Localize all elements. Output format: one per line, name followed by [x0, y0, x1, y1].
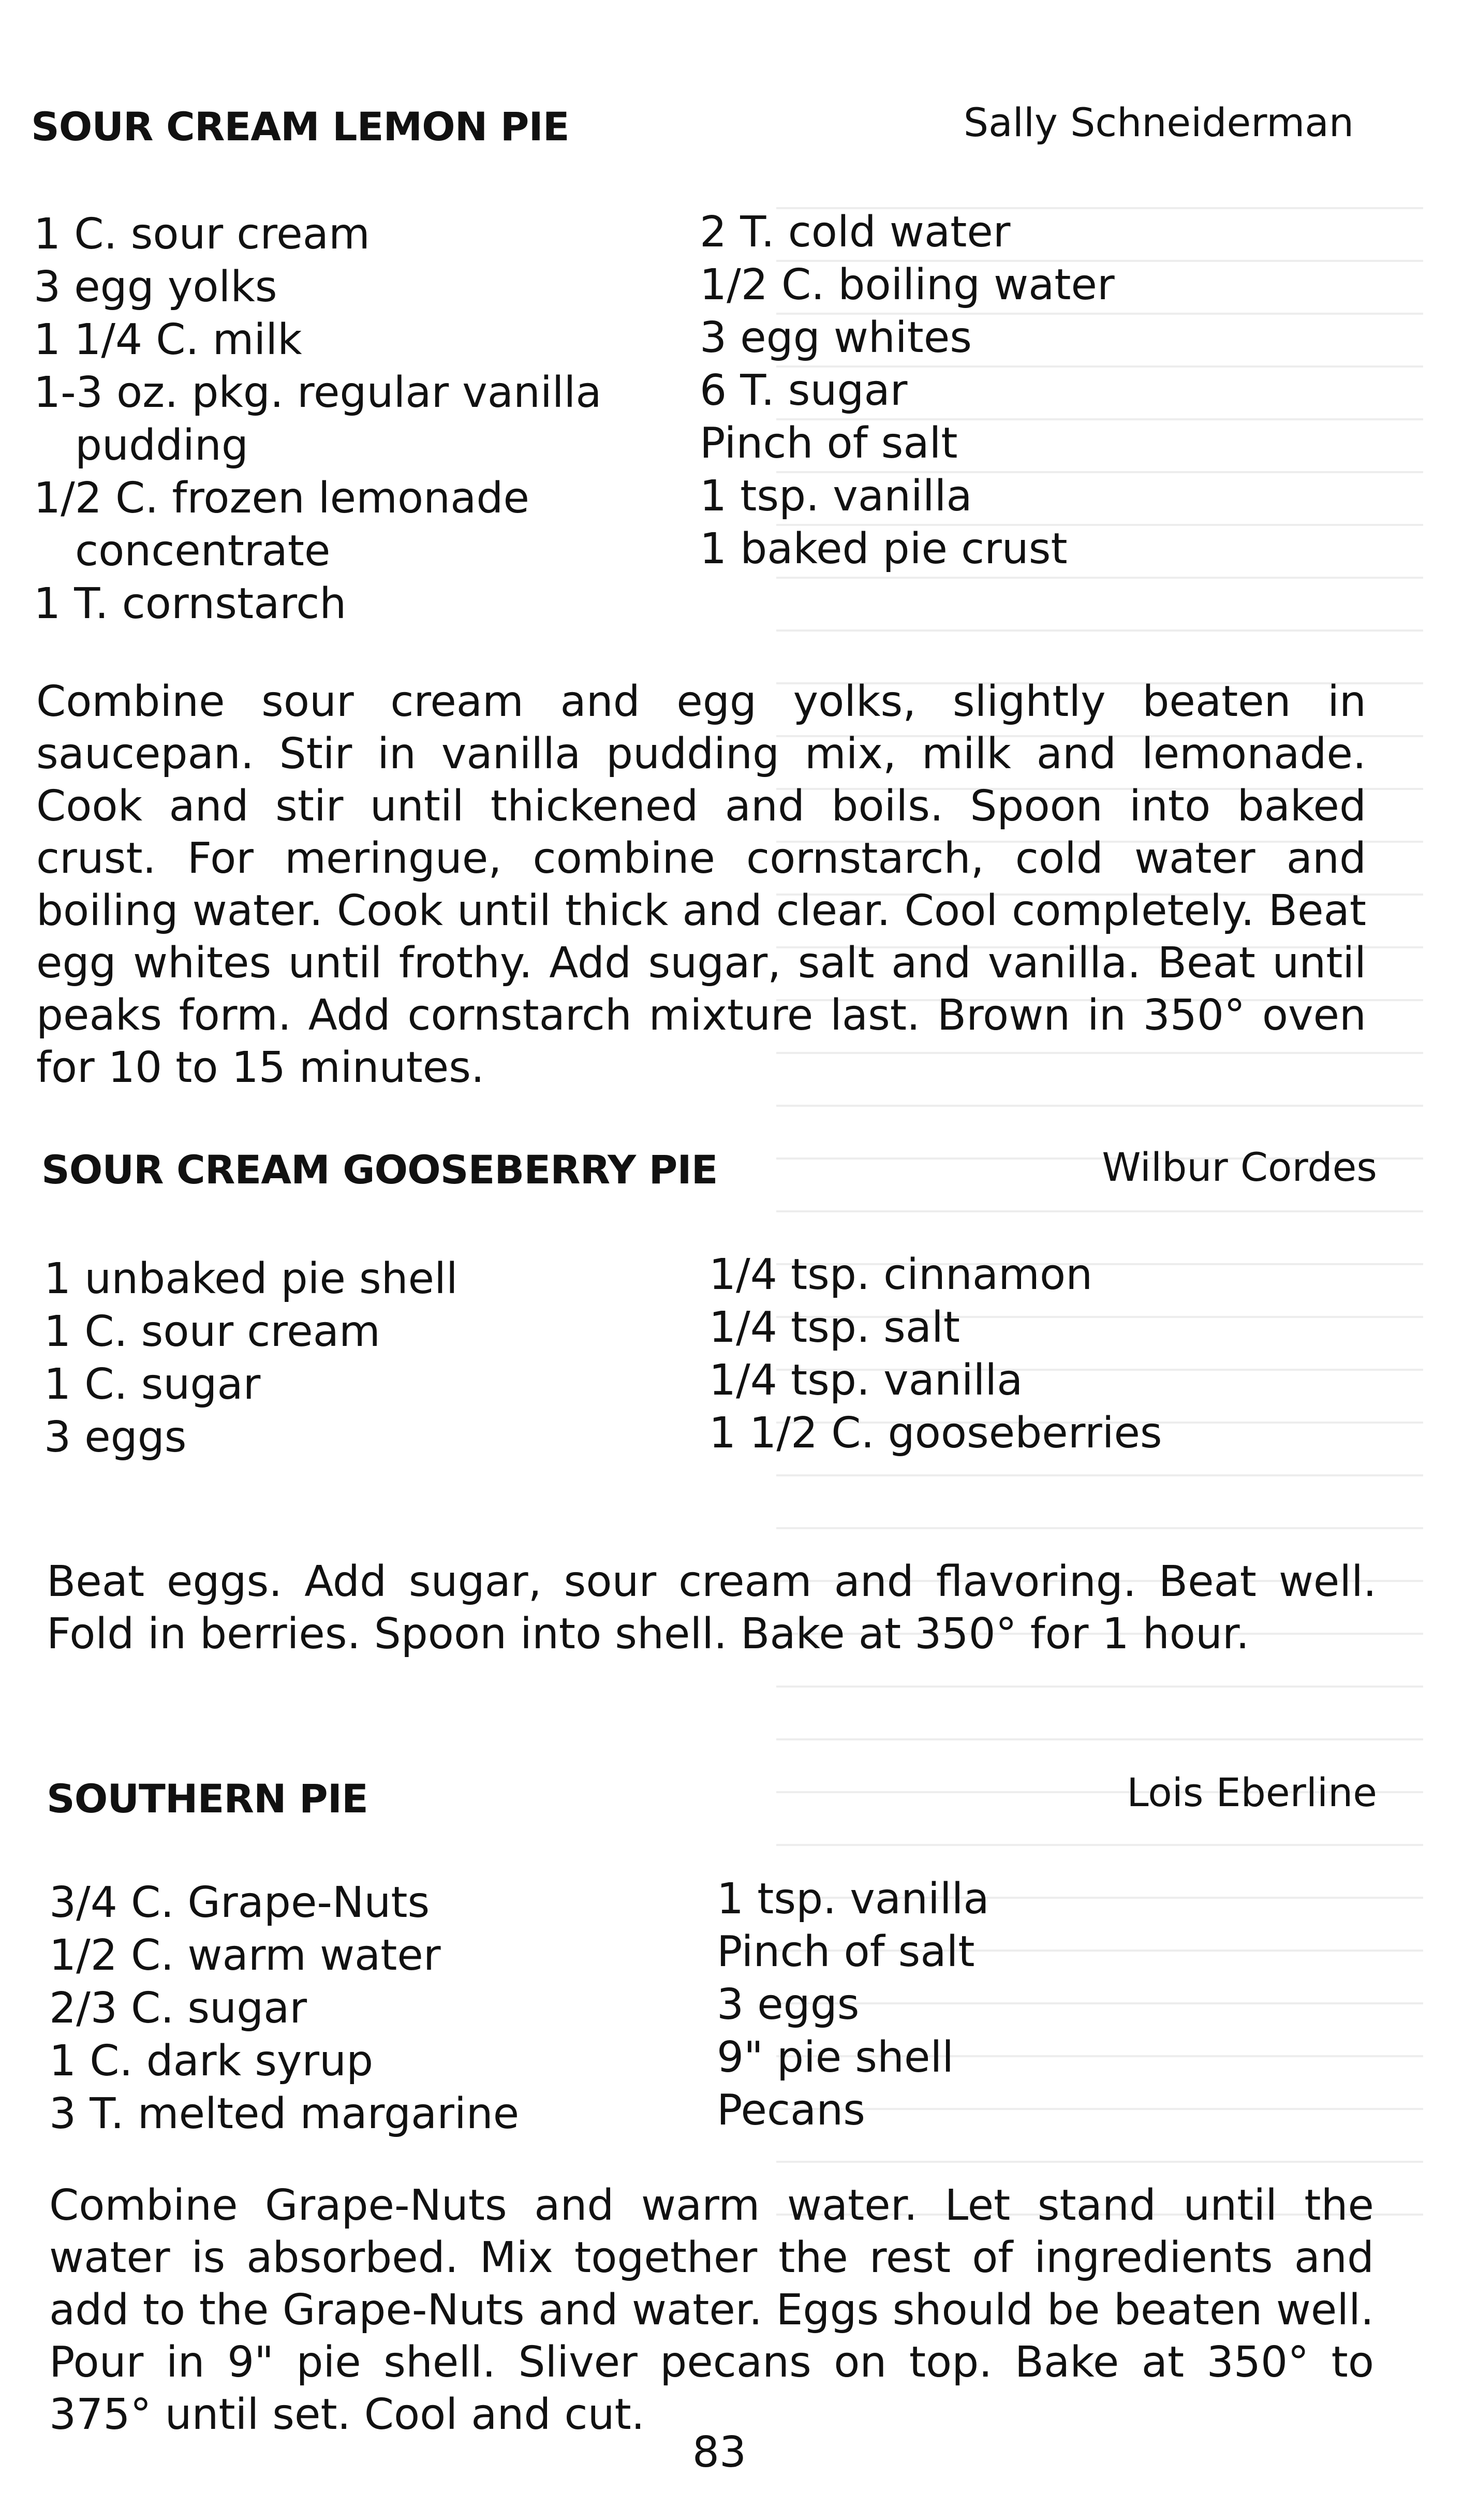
recipe-title: SOUTHERN PIE	[47, 1776, 368, 1822]
ingredient: Pinch of salt	[700, 419, 958, 468]
ingredients-left-column	[44, 1253, 691, 1464]
ingredient: 1/4 tsp. cinnamon	[709, 1250, 1093, 1299]
ingredient: 1 C. sour cream	[44, 1307, 380, 1356]
ingredient: 1 C. sugar	[44, 1360, 261, 1409]
ingredient: concentrate	[75, 526, 331, 576]
recipe-author: Lois Eberline	[1127, 1769, 1377, 1815]
ingredient: 3 T. melted margarine	[49, 2089, 520, 2138]
ingredient: pudding	[75, 421, 248, 470]
ingredient: 1 tsp. vanilla	[717, 1874, 989, 1924]
recipe-directions: Combine Grape-Nuts and warm water. Let stand until the water is absorbed. Mix together the rest of ingredients and add to the Grape-Nuts and water. Eggs should be beaten well. Pour in 9" pie shell. Sliver pecans on top. Bake at 350° to 375° until set. Cool and cut.	[49, 2181, 1374, 2439]
recipe-directions: Combine sour cream and egg yolks, slightly beaten in saucepan. Stir in vanilla pudding mix, milk and lemonade. Cook and stir until thickened and boils. Spoon into baked crust. For meringue, combine cornstarch, cold water and boiling water. Cook until thick and clear. Cool completely. Beat egg whites until frothy. Add sugar, salt and vanilla. Beat until peaks form. Add cornstarch mixture last. Brown in 350° oven for 10 to 15 minutes.	[36, 677, 1366, 1092]
ingredient: 2/3 C. sugar	[49, 1984, 307, 2033]
ingredients-left-column	[34, 208, 681, 631]
ingredient: 3 egg whites	[700, 313, 972, 362]
ingredients-right-column	[700, 206, 1372, 576]
page-number: 83	[692, 2428, 747, 2477]
recipe-author: Wilbur Cordes	[1102, 1144, 1377, 1190]
ingredient: 1/2 C. boiling water	[700, 260, 1115, 310]
ingredient: 1 1/4 C. milk	[34, 315, 302, 364]
ingredient: 1 tsp. vanilla	[700, 472, 972, 521]
ingredient: 3 eggs	[44, 1413, 187, 1462]
recipe-directions: Beat eggs. Add sugar, sour cream and flavoring. Beat well. Fold in berries. Spoon into shell. Bake at 350° for 1 hour.	[47, 1557, 1377, 1659]
ingredients-left-column	[49, 1877, 696, 2141]
ingredient: 1 T. cornstarch	[34, 579, 347, 628]
ingredient: 1/4 tsp. salt	[709, 1303, 960, 1352]
ingredient: 3 egg yolks	[34, 262, 277, 312]
ingredient: Pecans	[717, 2086, 865, 2135]
ingredient: 1 C. dark syrup	[49, 2036, 374, 2086]
ingredient: 2 T. cold water	[700, 208, 1011, 257]
recipe-author: Sally Schneiderman	[963, 99, 1354, 145]
ingredient: 1/2 C. frozen lemonade	[34, 474, 529, 523]
ingredient: 1/2 C. warm water	[49, 1931, 441, 1980]
ingredient: 1/4 tsp. vanilla	[709, 1356, 1023, 1405]
ingredient: 1 C. sour cream	[34, 210, 370, 259]
ingredient: 1-3 oz. pkg. regular vanilla	[34, 368, 602, 417]
ingredient: 1 baked pie crust	[700, 524, 1068, 574]
recipe-title: SOUR CREAM GOOSEBERRY PIE	[41, 1147, 718, 1193]
ingredient: 3/4 C. Grape-Nuts	[49, 1878, 430, 1927]
ingredient: 1 1/2 C. gooseberries	[709, 1409, 1162, 1458]
ingredient: 1 unbaked pie shell	[44, 1254, 458, 1303]
recipe-title: SOUR CREAM LEMON PIE	[31, 104, 569, 150]
ingredient: 6 T. sugar	[700, 366, 908, 415]
ingredients-right-column	[717, 1873, 1390, 2137]
ingredient: 9" pie shell	[717, 2033, 954, 2082]
ingredients-right-column	[709, 1249, 1382, 1460]
ingredient: Pinch of salt	[717, 1927, 975, 1976]
ingredient: 3 eggs	[717, 1980, 860, 2029]
